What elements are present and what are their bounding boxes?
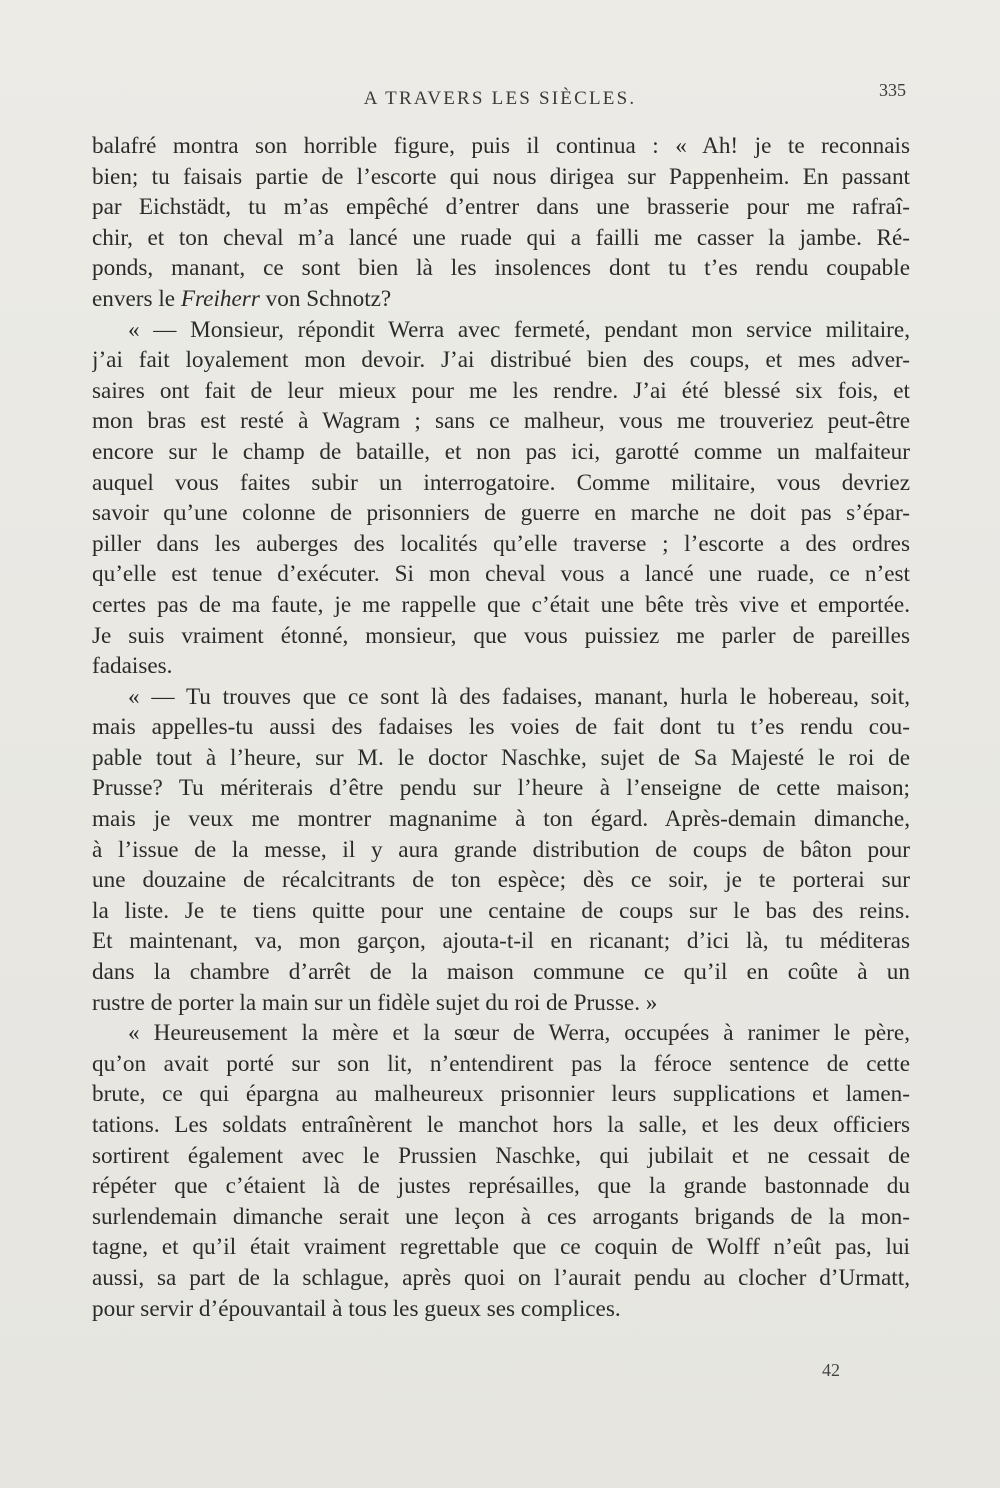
text-line: certes pas de ma faute, je me rappelle que c’était une bête très vive et emportée. bbox=[92, 591, 910, 618]
text-line: « — Tu trouves que ce sont là des fadaises, manant, hurla le hobereau, soit, bbox=[128, 683, 910, 710]
text-line: qu’on avait porté sur son lit, n’entendirent pas la féroce sentence de cette bbox=[92, 1050, 910, 1077]
text-line: Et maintenant, va, mon garçon, ajouta-t-il en ricanant; d’ici là, tu méditeras bbox=[92, 928, 910, 955]
paragraph-1 bbox=[92, 131, 910, 315]
text-line: j’ai fait loyalement mon devoir. J’ai distribué bien des coups, et mes adver- bbox=[92, 347, 910, 374]
text-line: tagne, et qu’il était vraiment regrettable que ce coquin de Wolff n’eût pas, lui bbox=[92, 1234, 910, 1261]
running-head bbox=[0, 80, 1000, 114]
text-line: savoir qu’une colonne de prisonniers de guerre en marche ne doit pas s’épar- bbox=[92, 500, 910, 527]
text-line: la liste. Je te tiens quitte pour une centaine de coups sur le bas des reins. bbox=[92, 897, 910, 924]
text-line: répéter que c’étaient là de justes représailles, que la grande bastonnade du bbox=[92, 1173, 910, 1200]
text-line: dans la chambre d’arrêt de la maison commune ce qu’il en coûte à un bbox=[92, 959, 910, 986]
text-line: par Eichstädt, tu m’as empêché d’entrer dans une brasserie pour me rafraî- bbox=[92, 194, 910, 221]
text-line: mais je veux me montrer magnanime à ton égard. Après-demain dimanche, bbox=[92, 806, 910, 833]
text-line: chir, et ton cheval m’a lancé une ruade qui a failli me casser la jambe. Ré- bbox=[92, 224, 910, 251]
text-line: Je suis vraiment étonné, monsieur, que vous puissiez me parler de pareilles bbox=[92, 622, 910, 649]
text-line: « Heureusement la mère et la sœur de Werra, occupées à ranimer le père, bbox=[128, 1020, 910, 1047]
text-line: mais appelles-tu aussi des fadaises les voies de fait dont tu t’es rendu cou- bbox=[92, 714, 910, 741]
body-text bbox=[92, 131, 910, 1324]
text-line: piller dans les auberges des localités qu’elle traverse ; l’escorte a des ordres bbox=[92, 530, 910, 557]
page-number: 335 bbox=[879, 80, 906, 100]
text-line: Prusse? Tu mériterais d’être pendu sur l’heure à l’enseigne de cette maison; bbox=[92, 775, 910, 802]
text-line: bien; tu faisais partie de l’escorte qui nous dirigea sur Pappenheim. En passant bbox=[92, 163, 910, 190]
text-line: une douzaine de récalcitrants de ton espèce; dès ce soir, je te porterai sur bbox=[92, 867, 910, 894]
text-line: aussi, sa part de la schlague, après quoi on l’aurait pendu au clocher d’Urmatt, bbox=[92, 1264, 910, 1291]
text-line: saires ont fait de leur mieux pour me les rendre. J’ai été blessé six fois, et bbox=[92, 377, 910, 404]
italic-term: Freiherr bbox=[180, 285, 260, 312]
text-line: mon bras est resté à Wagram ; sans ce malheur, vous me trouveriez peut-être bbox=[92, 408, 910, 435]
text-line: brute, ce qui épargna au malheureux prisonnier leurs supplications et lamen- bbox=[92, 1081, 910, 1108]
paragraph-4 bbox=[92, 1018, 910, 1324]
text-line: ponds, manant, ce sont bien là les insolences dont tu t’es rendu coupable bbox=[92, 255, 910, 282]
text-line: balafré montra son horrible figure, puis il continua : « Ah! je te reconnais bbox=[92, 133, 910, 159]
text-line: rustre de porter la main sur un fidèle sujet du roi de Prusse. » bbox=[92, 989, 658, 1016]
running-title: A TRAVERS LES SIÈCLES. bbox=[363, 88, 637, 109]
text-line: qu’elle est tenue d’exécuter. Si mon cheval vous a lancé une ruade, ce n’est bbox=[92, 561, 910, 588]
text-line: tations. Les soldats entraînèrent le manchot hors la salle, et les deux officiers bbox=[92, 1112, 910, 1138]
text-line: auquel vous faites subir un interrogatoire. Comme militaire, vous devriez bbox=[92, 469, 910, 496]
text-line: à l’issue de la messe, il y aura grande distribution de coups de bâton pour bbox=[92, 836, 910, 863]
text-line: sortirent également avec le Prussien Naschke, qui jubilait et ne cessait de bbox=[92, 1142, 910, 1169]
text-fragment: envers le bbox=[92, 285, 181, 312]
paragraph-2 bbox=[92, 315, 910, 682]
text-line: pour servir d’épouvantail à tous les gueux ses complices. bbox=[92, 1295, 621, 1322]
text-line: fadaises. bbox=[92, 653, 173, 680]
paragraph-3 bbox=[92, 682, 910, 1019]
text-line: « — Monsieur, répondit Werra avec fermeté, pendant mon service militaire, bbox=[128, 316, 910, 343]
signature-mark: 42 bbox=[822, 1360, 840, 1380]
text-line: pable tout à l’heure, sur M. le doctor Naschke, sujet de Sa Majesté le roi de bbox=[92, 744, 910, 771]
text-line: surlendemain dimanche serait une leçon à ces arrogants brigands de la mon- bbox=[92, 1203, 910, 1230]
text-line bbox=[92, 284, 910, 315]
text-fragment: von Schnotz? bbox=[259, 285, 392, 312]
text-line: encore sur le champ de bataille, et non pas ici, garotté comme un malfaiteur bbox=[92, 438, 910, 465]
